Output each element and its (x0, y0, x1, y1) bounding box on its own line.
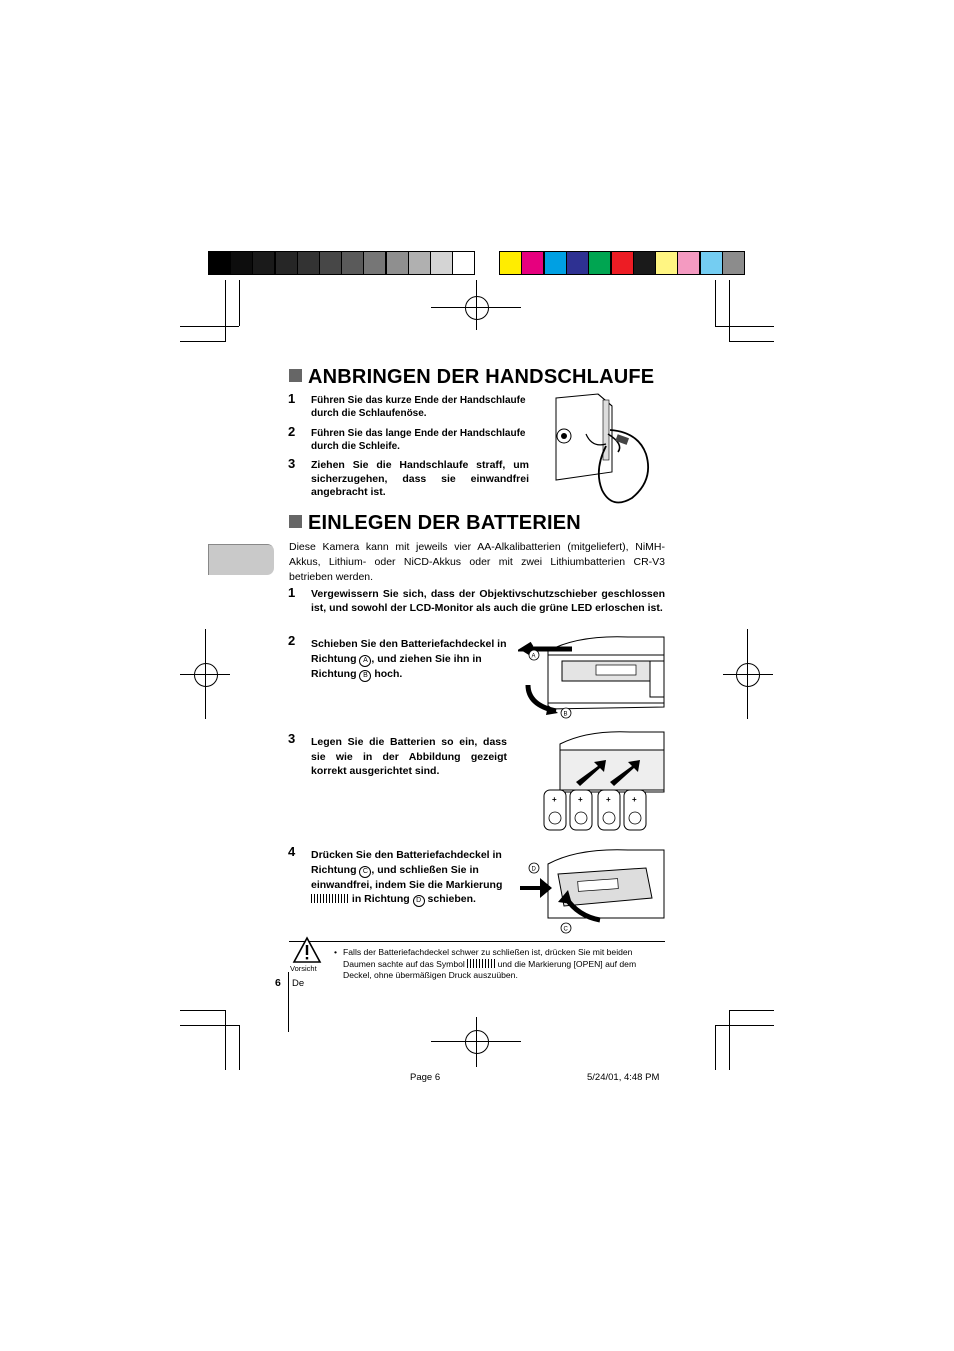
print-page-label: Page 6 (410, 1072, 441, 1083)
gray-swatch (252, 251, 275, 275)
step-text: Führen Sie das lange Ende der Handschlaufe durch die Schleife. (311, 428, 526, 452)
page-number: 6 (275, 977, 281, 989)
svg-text:B: B (563, 711, 568, 718)
label-d-icon: D (413, 895, 425, 907)
step-text: Legen Sie die Batterien so ein, dass sie wie in der Abbildung gezeigt korrekt ausgerichtet sind. (311, 736, 507, 777)
square-bullet-icon (289, 369, 302, 382)
gray-swatch (452, 251, 475, 275)
label-b-icon: B (359, 670, 371, 682)
battery-cover-open-illustration (518, 633, 666, 723)
step-text: Führen Sie das kurze Ende der Handschlaufe durch die Schlaufenöse. (311, 395, 526, 419)
label-c-icon: C (359, 866, 371, 878)
step-number: 3 (288, 456, 296, 471)
label-a-icon: A (359, 655, 371, 667)
open-marking-icon (311, 894, 349, 903)
print-date-label: 5/24/01, 4:48 PM (587, 1072, 660, 1083)
gray-swatch (297, 251, 320, 275)
warning-triangle-icon (292, 936, 322, 964)
svg-text:C: C (563, 926, 568, 933)
caution-divider (289, 941, 665, 942)
page-number-rule (288, 972, 289, 1032)
square-bullet-icon (289, 515, 302, 528)
gray-swatch (386, 251, 409, 275)
open-marking-icon (467, 959, 495, 968)
language-tab (208, 544, 274, 575)
color-swatch (588, 251, 611, 275)
svg-text:+: + (632, 795, 637, 804)
caution-label: Vorsicht (290, 964, 317, 973)
color-swatch (700, 251, 723, 275)
gray-swatch (430, 251, 453, 275)
strap-illustration (548, 392, 666, 510)
color-swatch (722, 251, 745, 275)
battery-insertion-illustration (538, 730, 666, 834)
step-text: Vergewissern Sie sich, dass der Objektivschutzschieber geschlossen ist, und sowohl der LCD-Monitor als auch die grüne LED erloschen ist. (311, 588, 665, 614)
language-code: De (292, 978, 305, 989)
color-swatch (655, 251, 678, 275)
color-swatch (521, 251, 544, 275)
svg-text:+: + (606, 795, 611, 804)
color-swatch (677, 251, 700, 275)
step-number: 1 (288, 391, 296, 406)
gray-swatch (230, 251, 253, 275)
gray-swatch (319, 251, 342, 275)
step-number: 3 (288, 731, 296, 746)
step-text: Ziehen Sie die Handschlaufe straff, um sicherzugehen, dass sie einwandfrei angebracht ist. (311, 459, 529, 498)
caution-text: • Falls der Batteriefachdeckel schwer zu schließen ist, drücken Sie mit beiden Daumen sachte auf das Symbol und die Markierung [OPEN] auf dem Deckel, ohne übermäßigen Druck auszuüben. (334, 947, 637, 980)
gray-swatch (341, 251, 364, 275)
color-swatch (633, 251, 656, 275)
step-text: Schieben Sie den Batteriefachdeckel in Richtung A , und ziehen Sie ihn in Richtung B hoch. (311, 638, 507, 680)
color-swatch (611, 251, 634, 275)
step-number: 2 (288, 424, 296, 439)
svg-text:A: A (531, 653, 536, 660)
batteries-intro: Diese Kamera kann mit jeweils vier AA-Alkalibatterien (mitgeliefert), NiMH-Akkus, Lithium- oder NiCD-Akkus oder mit zwei Lithiumbatterien CR-V3 betrieben werden. (289, 541, 665, 583)
color-swatch (544, 251, 567, 275)
section-title-strap: ANBRINGEN DER HANDSCHLAUFE (289, 366, 654, 389)
battery-cover-close-illustration (518, 846, 666, 938)
gray-swatch (275, 251, 298, 275)
step-number: 2 (288, 633, 296, 648)
color-swatch (499, 251, 522, 275)
svg-text:+: + (578, 795, 583, 804)
color-swatch (566, 251, 589, 275)
gray-swatch (408, 251, 431, 275)
svg-text:D: D (531, 866, 536, 873)
gray-swatch (208, 251, 231, 275)
step-number: 4 (288, 844, 296, 859)
gray-swatch (363, 251, 386, 275)
step-text: Drücken Sie den Batteriefachdeckel in Richtung C , und schließen Sie in einwandfrei, indem Sie die Markierung in Richtung D schieben. (311, 849, 503, 905)
svg-text:+: + (552, 795, 557, 804)
step-number: 1 (288, 585, 296, 600)
section-title-batteries: EINLEGEN DER BATTERIEN (289, 512, 581, 535)
